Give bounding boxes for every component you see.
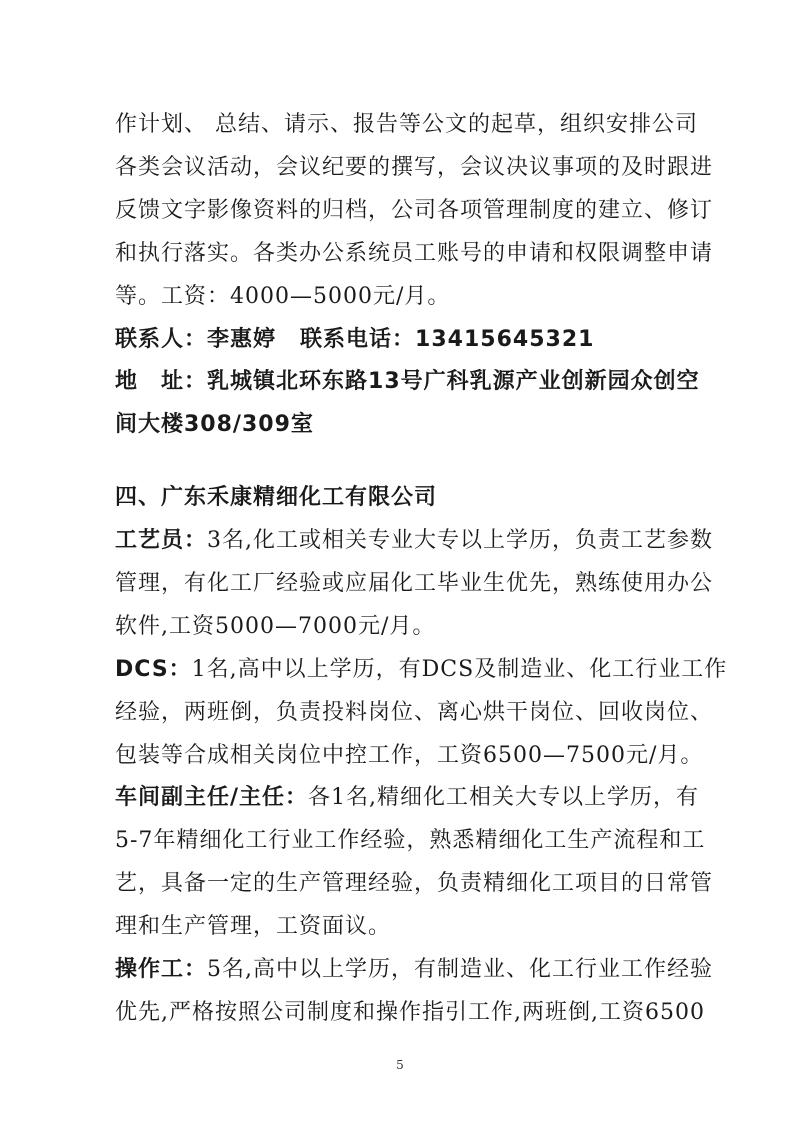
address-line-2: 间大楼308/309室 — [115, 412, 314, 437]
body-line: 反馈文字影像资料的归档，公司各项管理制度的建立、修订 — [115, 198, 714, 223]
job-line: 理和生产管理，工资面议。 — [115, 914, 392, 939]
address-line — [115, 367, 700, 397]
body-line: 作计划、 总结、请示、报告等公文的起草，组织安排公司 — [115, 112, 698, 137]
body-line: 各类会议活动，会议纪要的撰写，会议决议事项的及时跟进 — [115, 155, 714, 180]
job-title: 操作工： — [115, 957, 208, 982]
job-line — [115, 655, 728, 685]
address-label: 地 址： — [115, 369, 208, 394]
body-line: 和执行落实。各类办公系统员工账号的申请和权限调整申请 — [115, 241, 714, 266]
contact-line — [115, 325, 695, 355]
contact-name: 李惠婷 — [207, 327, 277, 352]
job-line: 包装等合成相关岗位中控工作，工资6500—7500元/月。 — [115, 743, 704, 768]
job-title: DCS： — [115, 657, 192, 682]
job-line: 经验，两班倒，负责投料岗位、离心烘干岗位、回收岗位、 — [115, 700, 714, 725]
company-heading: 四、广东禾康精细化工有限公司 — [115, 485, 438, 510]
body-line: 等。工资：4000—5000元/月。 — [115, 284, 451, 309]
address-text: 乳城镇北环东路13号广科乳源产业创新园众创空 — [207, 369, 700, 394]
job-line: 管理，有化工厂经验或应届化工毕业生优先，熟练使用办公 — [115, 571, 714, 596]
job-line — [115, 526, 714, 556]
job-desc: 各1名,精细化工相关大专以上学历，有 — [308, 785, 700, 810]
contact-label: 联系人： — [115, 327, 208, 352]
job-line: 艺，具备一定的生产管理经验，负责精细化工项目的日常管 — [115, 871, 714, 896]
job-title: 车间副主任/主任： — [115, 785, 309, 810]
job-desc: 3名,化工或相关专业大专以上学历，负责工艺参数 — [207, 528, 714, 553]
job-title: 工艺员： — [115, 528, 208, 553]
page-number: 5 — [396, 1058, 404, 1072]
job-line — [115, 783, 700, 813]
job-desc: 1名,高中以上学历，有DCS及制造业、化工行业工作 — [191, 657, 728, 682]
job-line — [115, 955, 714, 985]
job-desc: 5名,高中以上学历，有制造业、化工行业工作经验 — [207, 957, 714, 982]
contact-phone: 13415645321 — [415, 327, 595, 352]
job-line: 5-7年精细化工行业工作经验，熟悉精细化工生产流程和工 — [115, 828, 706, 853]
contact-phone-label: 联系电话： — [300, 327, 416, 352]
job-line: 软件,工资5000—7000元/月。 — [115, 614, 436, 639]
job-line: 优先,严格按照公司制度和操作指引工作,两班倒,工资6500 — [115, 1000, 705, 1025]
